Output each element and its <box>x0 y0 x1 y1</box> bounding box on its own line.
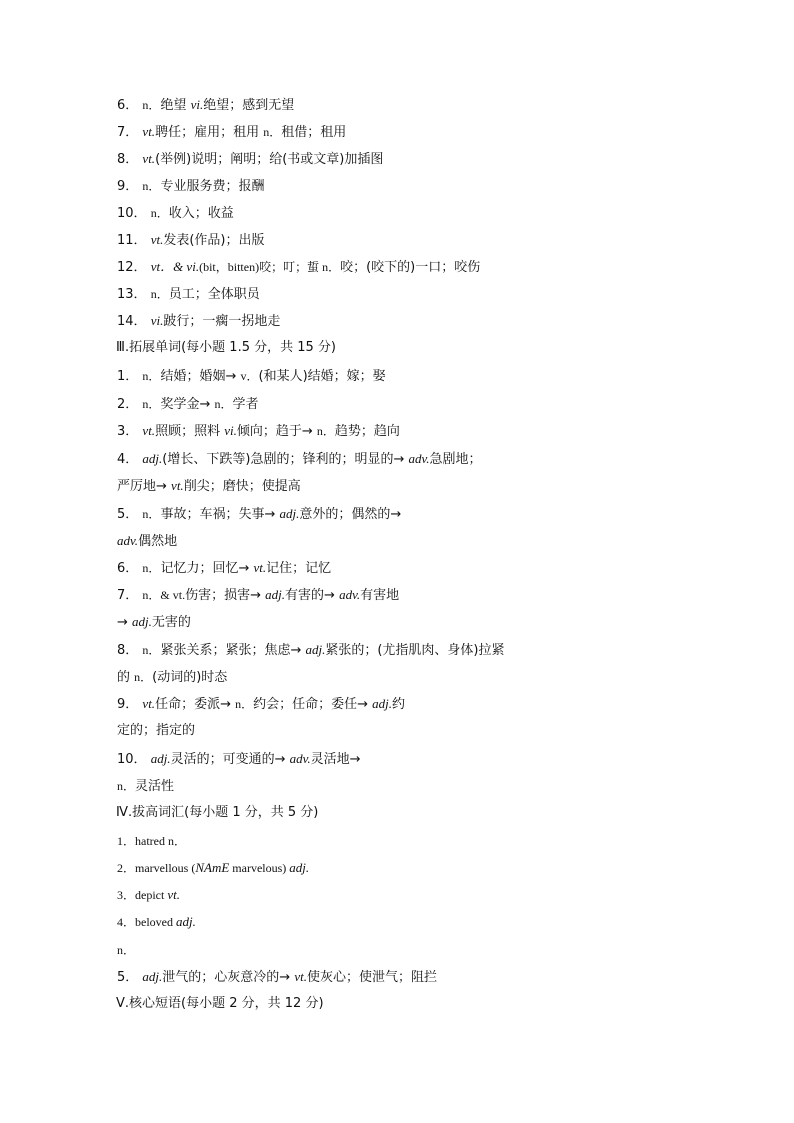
definition: 咬；(咬下的)一口；咬伤 <box>340 260 481 275</box>
definition: 约会；任命；委任→ <box>253 697 369 712</box>
definition: (动词的)时态 <box>152 670 228 685</box>
definition: 结婚；婚姻→ <box>160 369 237 384</box>
advanced-item-5 <box>117 967 679 987</box>
definition: 的 <box>117 670 135 685</box>
item-number: 5． <box>117 507 139 522</box>
pos-label: vi. <box>224 423 237 438</box>
definition: 发表(作品)；出版 <box>163 233 265 248</box>
definition: (和某人)结婚；嫁；娶 <box>258 369 386 384</box>
definition: (增长、下跌等)急剧的；锋利的；明显的→ <box>162 452 405 467</box>
pos-label: n． <box>142 397 161 411</box>
definition: 使灰心；使泄气；阻拦 <box>306 970 437 985</box>
definition: 意外的；偶然的→ <box>299 507 402 522</box>
definition: 跛行；一瘸一拐地走 <box>163 314 281 329</box>
definition: 奖学金→ <box>160 397 211 412</box>
item-number: 8． <box>117 152 139 167</box>
item-number: 14． <box>117 314 147 329</box>
pos-label: n．& vt. <box>142 588 186 602</box>
vocab-item-7 <box>117 122 679 142</box>
extend-item-8-cont <box>117 667 679 687</box>
pos-label: vi. <box>190 97 204 112</box>
extend-item-3 <box>117 421 679 441</box>
definition: 任命；委派→ <box>155 697 231 712</box>
extend-item-1 <box>117 366 679 386</box>
pos-label: n． <box>134 670 153 684</box>
vocab-item-8 <box>117 149 679 169</box>
pos-label: vt. <box>253 560 267 575</box>
item-number: 12． <box>117 260 147 275</box>
definition: 收入；收益 <box>168 206 234 221</box>
pos-label: n． <box>142 179 161 193</box>
definition: 聘任；雇用；租用 <box>155 125 264 140</box>
extend-item-2 <box>117 394 679 414</box>
word: 4．beloved <box>117 915 176 929</box>
pos-label: vt．& vi. <box>150 259 200 274</box>
definition: 削尖；磨快；使提高 <box>183 479 301 494</box>
definition: 严厉地→ <box>117 479 167 494</box>
vocab-item-11 <box>117 230 679 250</box>
vocab-item-14 <box>117 311 679 331</box>
item-number: 10． <box>117 206 147 221</box>
advanced-item-4-cont <box>117 940 679 960</box>
extend-item-8 <box>117 640 679 660</box>
definition: 灵活性 <box>135 779 175 794</box>
section-4-title: Ⅳ.拔高词汇(每小题 1 分，共 5 分) <box>116 805 319 820</box>
pos-label: n． <box>117 943 136 957</box>
item-number: 10． <box>117 752 147 767</box>
vocab-item-10 <box>117 203 679 223</box>
vocab-item-9 <box>117 176 679 196</box>
pos-label: n． <box>142 561 161 575</box>
pos-label: n． <box>142 643 161 657</box>
definition: 绝望 <box>160 98 191 113</box>
pos-label: vt. <box>150 232 164 247</box>
extend-item-9-cont <box>117 721 679 741</box>
extend-item-10-cont <box>117 776 679 796</box>
pos-label: adj. <box>176 914 196 929</box>
variant-tag: NAmE <box>195 860 230 875</box>
pos-label: v． <box>240 369 259 383</box>
pos-label: n． <box>142 369 161 383</box>
pos-label: n． <box>150 206 169 220</box>
vocab-item-12 <box>117 257 679 277</box>
pos-label: n． <box>263 125 282 139</box>
pos-label: adj. <box>372 696 393 711</box>
definition: → <box>117 615 128 630</box>
definition: 趋势；趋向 <box>334 424 400 439</box>
pos-label: adj. <box>279 506 300 521</box>
pos-label: adv. <box>339 587 361 602</box>
advanced-item-2 <box>117 858 679 878</box>
definition: 紧张的；(尤指肌肉、身体)拉紧 <box>325 643 505 658</box>
pos-label: n． <box>142 98 161 112</box>
section-5-title: Ⅴ.核心短语(每小题 2 分，共 12 分) <box>116 996 324 1011</box>
pos-label: vt. <box>142 151 156 166</box>
item-number: 9． <box>117 697 139 712</box>
definition: 无害的 <box>151 615 191 630</box>
pos-label: n． <box>322 260 341 274</box>
item-number: 3． <box>117 424 139 439</box>
definition: (举例)说明；阐明；给(书或文章)加插图 <box>155 152 384 167</box>
pos-label: vi. <box>150 313 164 328</box>
definition: 偶然地 <box>138 534 178 549</box>
pos-label: n． <box>117 779 136 793</box>
pos-label: n． <box>235 697 254 711</box>
pos-label: vt. <box>142 124 156 139</box>
word: 2．marvellous ( <box>117 861 196 875</box>
definition: 有害的→ <box>285 588 335 603</box>
definition: 伤害；损害→ <box>185 588 261 603</box>
item-number: 4． <box>117 452 139 467</box>
pos-label: adj. <box>289 860 310 875</box>
extend-item-6 <box>117 558 679 578</box>
pos-label: n． <box>150 287 169 301</box>
item-number: 8． <box>117 643 139 658</box>
pos-label: adj. <box>265 587 286 602</box>
advanced-item-4 <box>117 912 679 932</box>
extend-item-9 <box>117 694 679 714</box>
vocab-item-6 <box>117 95 679 115</box>
pos-label: vt. <box>167 887 180 902</box>
pos-label: vt. <box>171 478 184 493</box>
definition: 学者 <box>232 397 259 412</box>
word: marvelous) <box>229 861 290 875</box>
advanced-item-1 <box>117 831 679 851</box>
extend-item-7 <box>117 585 679 605</box>
item-number: 13． <box>117 287 147 302</box>
item-number: 7． <box>117 588 139 603</box>
item-number: 6． <box>117 561 139 576</box>
definition: 倾向；趋于→ <box>236 424 313 439</box>
item-number: 7． <box>117 125 139 140</box>
pos-label: adj. <box>150 751 171 766</box>
definition: 事故；车祸；失事→ <box>160 507 276 522</box>
advanced-item-3 <box>117 885 679 905</box>
pos-label: adv. <box>117 533 139 548</box>
definition: 专业服务费；报酬 <box>160 179 265 194</box>
item-number: 5． <box>117 970 139 985</box>
definition: (bit，bitten)咬；叮；蜇 <box>199 260 323 274</box>
item-number: 2． <box>117 397 139 412</box>
definition: 租借；租用 <box>281 125 347 140</box>
definition: 绝望；感到无望 <box>203 98 295 113</box>
pos-label: adv. <box>289 751 311 766</box>
pos-label: adj. <box>305 642 326 657</box>
section-3-title: Ⅲ.拓展单词(每小题 1.5 分，共 15 分) <box>116 340 336 355</box>
extend-item-4 <box>117 449 679 469</box>
pos-label: n． <box>316 424 335 438</box>
pos-label: n． <box>167 834 186 848</box>
pos-label: adj. <box>142 969 163 984</box>
definition: 灵活地→ <box>310 752 361 767</box>
definition: 有害地 <box>360 588 400 603</box>
item-number: 6． <box>117 98 139 113</box>
pos-label: n． <box>142 507 161 521</box>
definition: 急剧地； <box>429 452 482 467</box>
extend-item-4-cont <box>117 476 679 496</box>
pos-label: n． <box>214 397 233 411</box>
extend-item-5 <box>117 504 679 524</box>
word: 3．depict <box>117 888 168 902</box>
item-number: 11． <box>117 233 147 248</box>
item-number: 9． <box>117 179 139 194</box>
pos-label: vt. <box>142 696 156 711</box>
definition: 记忆力；回忆→ <box>160 561 250 576</box>
definition: 员工；全体职员 <box>168 287 260 302</box>
definition: 紧张关系；紧张；焦虑→ <box>160 643 302 658</box>
definition: 约 <box>392 697 406 712</box>
definition: 照顾；照料 <box>155 424 225 439</box>
item-number: 1． <box>117 369 139 384</box>
definition: 定的；指定的 <box>117 723 196 738</box>
pos-label: vt. <box>294 969 307 984</box>
definition: 灵活的；可变通的→ <box>170 752 286 767</box>
definition: 泄气的；心灰意冷的→ <box>162 970 291 985</box>
extend-item-5-cont <box>117 531 679 551</box>
extend-item-7-cont <box>117 612 679 632</box>
definition: 记住；记忆 <box>266 561 332 576</box>
word: 1．hatred <box>117 834 168 848</box>
pos-label: vt. <box>142 423 156 438</box>
extend-item-10 <box>117 749 679 769</box>
pos-label: adj. <box>142 451 163 466</box>
pos-label: adj. <box>132 614 152 629</box>
vocab-item-13 <box>117 284 679 304</box>
pos-label: adv. <box>408 451 430 466</box>
